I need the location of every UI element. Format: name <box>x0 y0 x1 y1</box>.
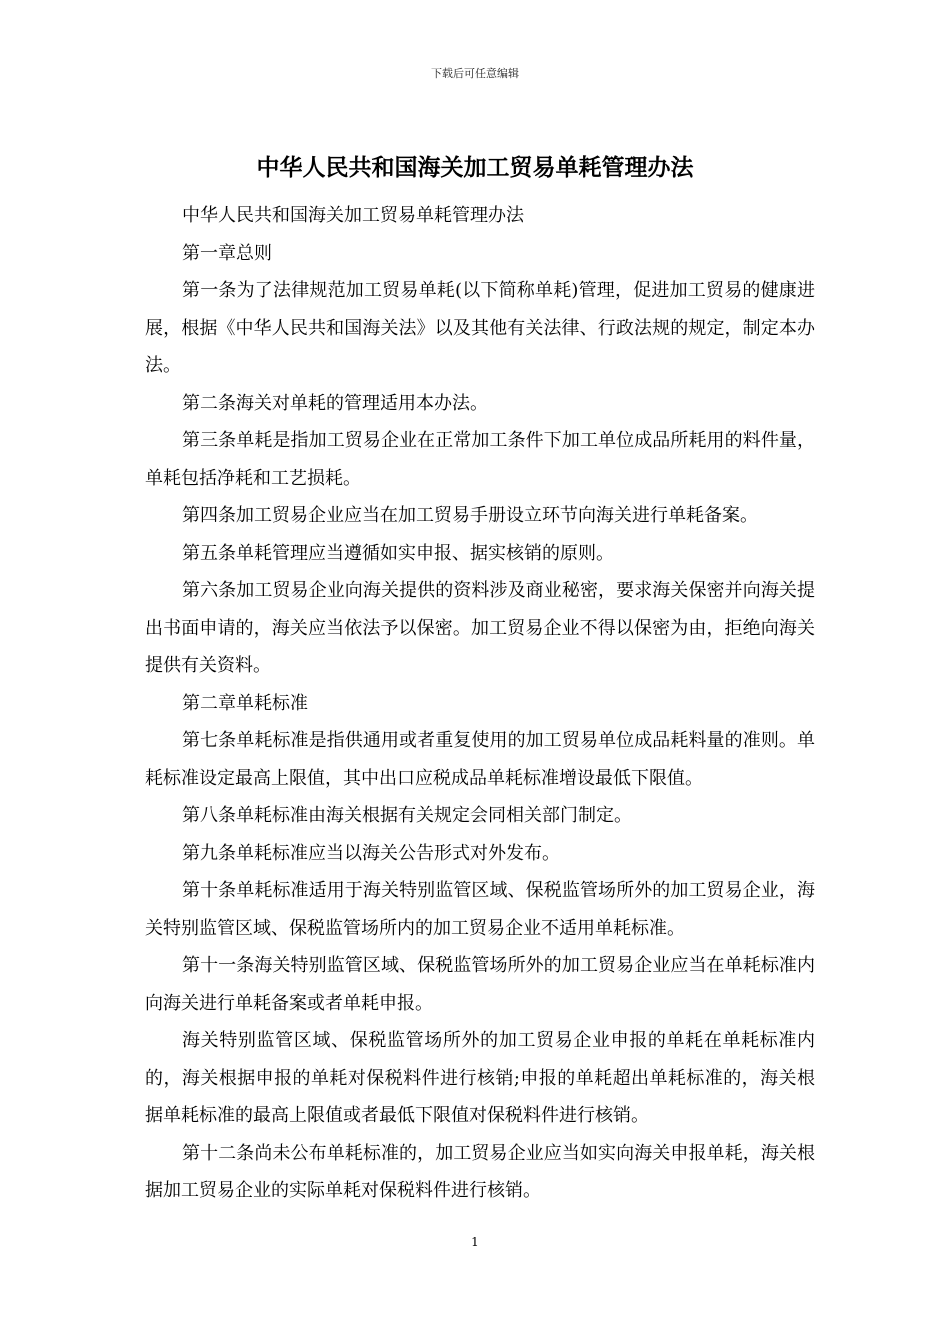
body-paragraph: 中华人民共和国海关加工贸易单耗管理办法 <box>182 205 524 226</box>
body-paragraph: 第五条单耗管理应当遵循如实申报、据实核销的原则。 <box>182 542 614 564</box>
body-paragraph: 第三条单耗是指加工贸易企业在正常加工条件下加工单位成品所耗用的料件量，单耗包括净耗和工艺损耗。 <box>145 430 815 489</box>
chapter-heading: 第二章单耗标准 <box>182 692 308 714</box>
body-paragraph: 第十条单耗标准适用于海关特别监管区域、保税监管场所外的加工贸易企业，海关特别监管区域、保税监管场所内的加工贸易企业不适用单耗标准。 <box>145 880 815 939</box>
body-paragraph: 第八条单耗标准由海关根据有关规定会同相关部门制定。 <box>182 805 632 826</box>
body-paragraph: 第十二条尚未公布单耗标准的，加工贸易企业应当如实向海关申报单耗，海关根据加工贸易企业的实际单耗对保税料件进行核销。 <box>145 1142 815 1201</box>
body-paragraph: 海关特别监管区域、保税监管场所外的加工贸易企业申报的单耗在单耗标准内的，海关根据申报的单耗对保税料件进行核销;申报的单耗超出单耗标准的，海关根据单耗标准的最高上限值或者最低下限值对保税料件进行核销。 <box>145 1030 815 1126</box>
document-title: 中华人民共和国海关加工贸易单耗管理办法 <box>256 154 694 181</box>
document-body <box>145 197 815 1210</box>
body-paragraph: 第十一条海关特别监管区域、保税监管场所外的加工贸易企业应当在单耗标准内向海关进行单耗备案或者单耗申报。 <box>145 955 815 1014</box>
body-paragraph: 第七条单耗标准是指供通用或者重复使用的加工贸易单位成品耗料量的准则。单耗标准设定最高上限值，其中出口应税成品单耗标准增设最低下限值。 <box>145 730 815 789</box>
body-paragraph: 第四条加工贸易企业应当在加工贸易手册设立环节向海关进行单耗备案。 <box>182 505 758 526</box>
chapter-heading: 第一章总则 <box>182 242 272 264</box>
body-paragraph: 第二条海关对单耗的管理适用本办法。 <box>182 392 488 414</box>
page-number: 1 <box>471 1235 479 1249</box>
body-paragraph: 第九条单耗标准应当以海关公告形式对外发布。 <box>182 842 560 864</box>
body-paragraph: 第六条加工贸易企业向海关提供的资料涉及商业秘密，要求海关保密并向海关提出书面申请的，海关应当依法予以保密。加工贸易企业不得以保密为由，拒绝向海关提供有关资料。 <box>145 580 815 676</box>
page-header-note: 下载后可任意编辑 <box>431 67 519 80</box>
body-paragraph: 第一条为了法律规范加工贸易单耗(以下简称单耗)管理，促进加工贸易的健康进展，根据《中华人民共和国海关法》以及其他有关法律、行政法规的规定，制定本办法。 <box>145 280 815 376</box>
